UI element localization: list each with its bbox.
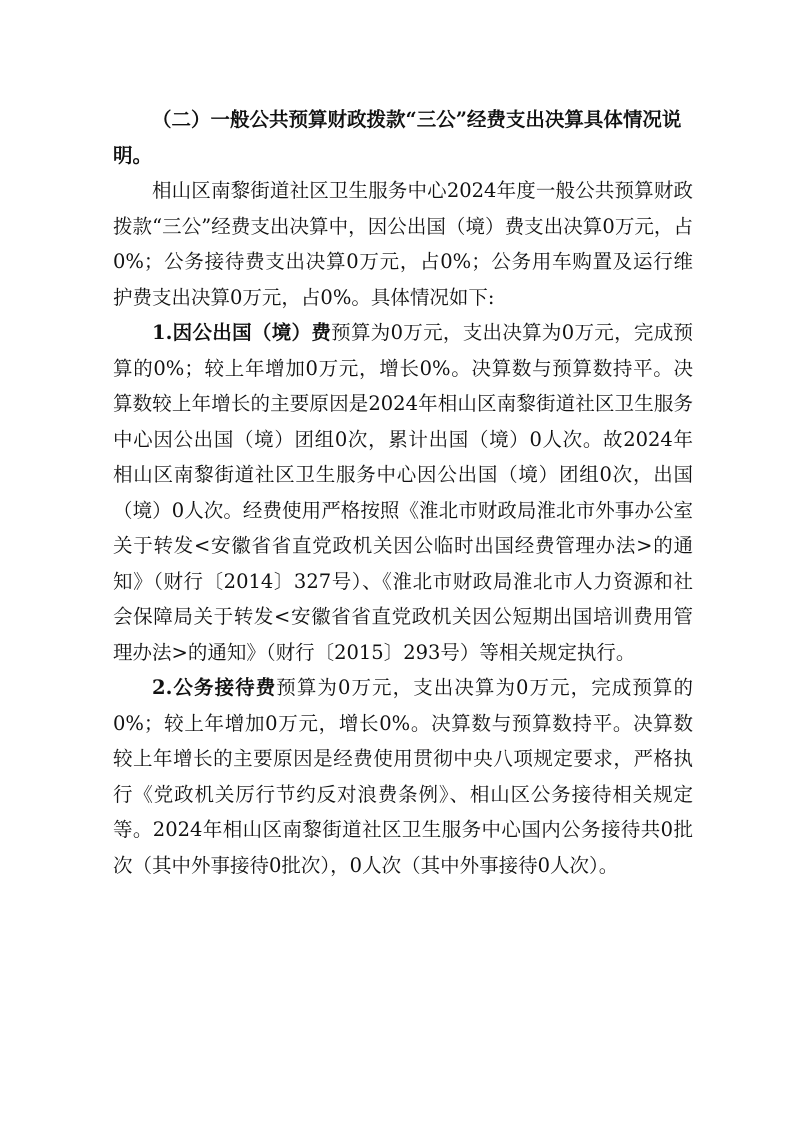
section-heading: （二）一般公共预算财政拨款“三公”经费支出决算具体情况说明。 bbox=[113, 108, 682, 167]
item2-title: 2.公务接待费 bbox=[152, 676, 277, 699]
item1-text: 预算为0万元，支出决算为0万元，完成预算的0%；较上年增加0万元，增长0%。决算数与预算数持平。决算数较上年增长的主要原因是2024年相山区南黎街道社区卫生服务中心因公出国（境）团组0次，累计出国（境）0人次。故2024年相山区南黎街道社区卫生服务中心因公出国（境）团组0次，出国（境）0人次。经费使用严格按照《淮北市财政局淮北市外事办公室关于转发<安徽省省直党政机关因公临时出国经费管理办法>的通知》（财行〔2014〕327号）、《淮北市财政局淮北市人力资源和社会保障局关于转发<安徽省省直党政机关因公短期出国培训费用管理办法>的通知》（财行〔2015〕293号）等相关规定执行。 bbox=[113, 321, 693, 664]
item1-title: 1.因公出国（境）费 bbox=[152, 321, 332, 344]
item1-paragraph bbox=[113, 315, 693, 670]
document-page bbox=[113, 102, 693, 883]
item2-paragraph bbox=[113, 670, 693, 883]
intro-paragraph: 相山区南黎街道社区卫生服务中心2024年度一般公共预算财政拨款“三公”经费支出决算中，因公出国（境）费支出决算0万元，占0%；公务接待费支出决算0万元，占0%；公务用车购置及运行维护费支出决算0万元，占0%。具体情况如下: bbox=[113, 179, 693, 309]
item2-text: 预算为0万元，支出决算为0万元，完成预算的0%；较上年增加0万元，增长0%。决算数与预算数持平。决算数较上年增长的主要原因是经费使用贯彻中央八项规定要求，严格执行《党政机关厉行节约反对浪费条例》、相山区公务接待相关规定等。2024年相山区南黎街道社区卫生服务中心国内公务接待共0批次（其中外事接待0批次），0人次（其中外事接待0人次）。 bbox=[113, 676, 693, 877]
